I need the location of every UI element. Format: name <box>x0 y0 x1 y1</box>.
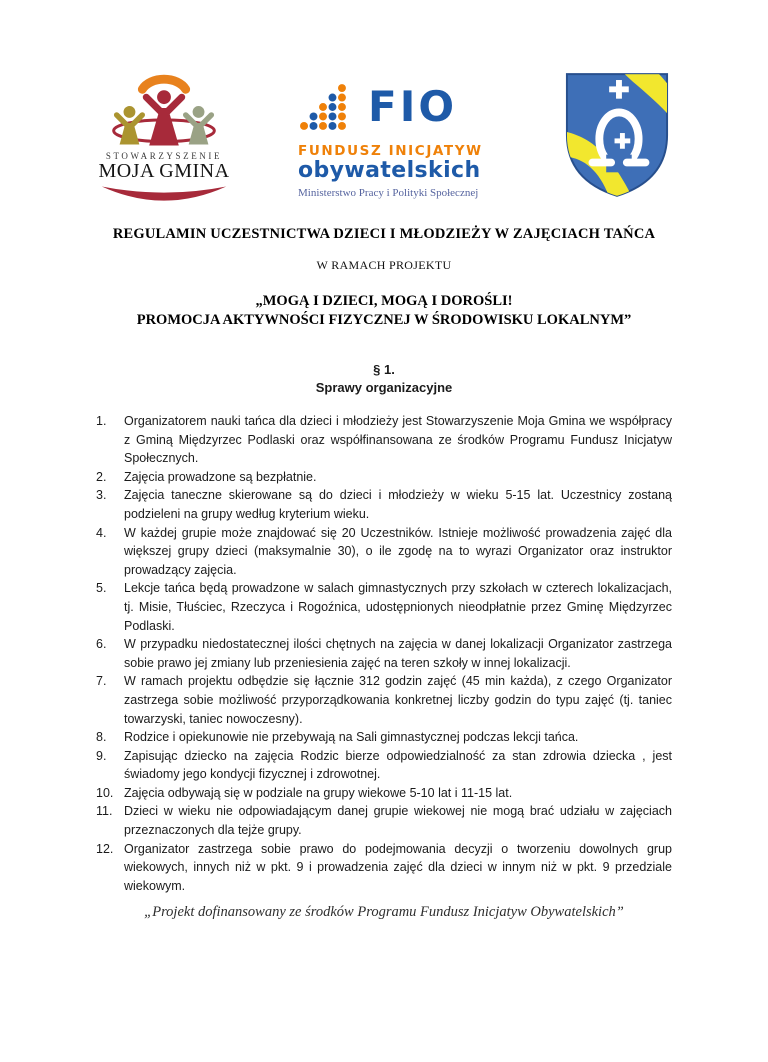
rule-item: W ramach projektu odbędzie się łącznie 312 godzin zajęć (45 min każda), z czego Organizator zastrzega sobie możliwość przyporządkowania konkretnej liczby godzin do typu zajęć (tj. taniec towarzyski, taniec nowoczesny). <box>124 674 672 726</box>
fio-acronym-label: FIO <box>368 82 458 131</box>
rule-item: W przypadku niedostatecznej ilości chętnych na zajęcia w danej lokalizacji Organizator zastrzega sobie prawo jej zmiany lub przeniesienia zajęć na teren szkoły w innej lokalizacji. <box>124 637 672 670</box>
coat-of-arms <box>562 68 672 200</box>
rule-item: Dzieci w wieku nie odpowiadającym danej grupie wiekowej nie mogą brać udziału w zajęciach przeznaczonych dla tejże grupy. <box>124 804 672 838</box>
project-name <box>60 292 708 330</box>
logo-header <box>86 68 672 210</box>
fio-ministry-label: Ministerstwo Pracy i Polityki Społecznej <box>298 187 479 200</box>
section-number: § 1. <box>373 362 395 377</box>
moja-gmina-association-label: STOWARZYSZENIE <box>105 151 223 161</box>
moja-gmina-logo <box>86 68 242 205</box>
coat-of-arms-shield-icon <box>563 70 671 200</box>
rule-item: Organizator zastrzega sobie prawo do podejmowania decyzji o tworzeniu dowolnych grup wiekowych, innych niż w pkt. 9 i prowadzenia zajęć dla dzieci w innym niż w pkt. 9 przedziale wiekowym. <box>124 841 672 893</box>
moja-gmina-figures-icon <box>90 68 238 150</box>
fio-fund-label: FUNDUSZ INICJATYW <box>298 143 483 159</box>
document-title: REGULAMIN UCZESTNICTWA DZIECI I MŁODZIEŻY W ZAJĘCIACH TAŃCA <box>112 226 656 242</box>
rule-item: Zajęcia taneczne skierowane są do dzieci i młodzieży w wieku 5-15 lat. Uczestnicy zostaną podzieleni na grupy według kryterium wieku. <box>124 488 672 521</box>
moja-gmina-name-label: MOJA GMINA <box>98 160 230 182</box>
project-name-line2: PROMOCJA AKTYWNOŚCI FIZYCZNEJ W ŚRODOWISKU LOKALNYM” <box>136 312 632 328</box>
section-title: Sprawy organizacyjne <box>315 380 453 395</box>
project-name-line1: „MOGĄ I DZIECI, MOGĄ I DOROŚLI! <box>255 293 513 309</box>
rule-item: Zajęcia prowadzone są bezpłatnie. <box>124 469 317 484</box>
document-page <box>0 68 768 1062</box>
rule-item: Rodzice i opiekunowie nie przebywają na Sali gimnastycznej podczas lekcji tańca. <box>124 730 579 745</box>
fio-logo <box>298 68 506 199</box>
rule-item: Zapisując dziecko na zajęcia Rodzic bierze odpowiedzialność za stan zdrowia dziecka , jest świadomy jego kondycji fizycznej i zdrowotnej. <box>124 748 672 782</box>
rule-item: W każdej grupie może znajdować się 20 Uczestników. Istnieje możliwość prowadzenia zajęć dla większej grupy dzieci (maksymalnie 30), o ile zgodę na to wyrazi Organizator oraz instruktor prowadzący zajęcia. <box>124 525 672 577</box>
moja-gmina-swoosh-icon <box>98 183 230 205</box>
rules-list <box>96 412 672 895</box>
fio-civic-label: obywatelskich <box>298 158 481 183</box>
rule-item: Zajęcia odbywają się w podziale na grupy wiekowe 5-10 lat i 11-15 lat. <box>124 785 513 800</box>
document-subtitle: W RAMACH PROJEKTU <box>316 258 452 272</box>
footer-note: „Projekt dofinansowany ze środków Programu Fundusz Inicjatyw Obywatelskich” <box>144 904 624 921</box>
fio-dots-icon <box>298 80 348 134</box>
fio-logo-top <box>298 80 457 134</box>
rule-item: Lekcje tańca będą prowadzone w salach gimnastycznych przy szkołach w czterech lokalizacjach, tj. Misie, Tłuściec, Rzeczyca i Rogoźnica, udostępnionych nieodpłatnie przez Gminę Międzyrzec Podlaski. <box>124 581 672 633</box>
section-heading <box>0 361 768 397</box>
rule-item: Organizatorem nauki tańca dla dzieci i młodzieży jest Stowarzyszenie Moja Gmina we współpracy z Gminą Międzyrzec Podlaski oraz współfinansowana ze środków Programu Fundusz Inicjatyw Społecznych. <box>124 414 672 466</box>
